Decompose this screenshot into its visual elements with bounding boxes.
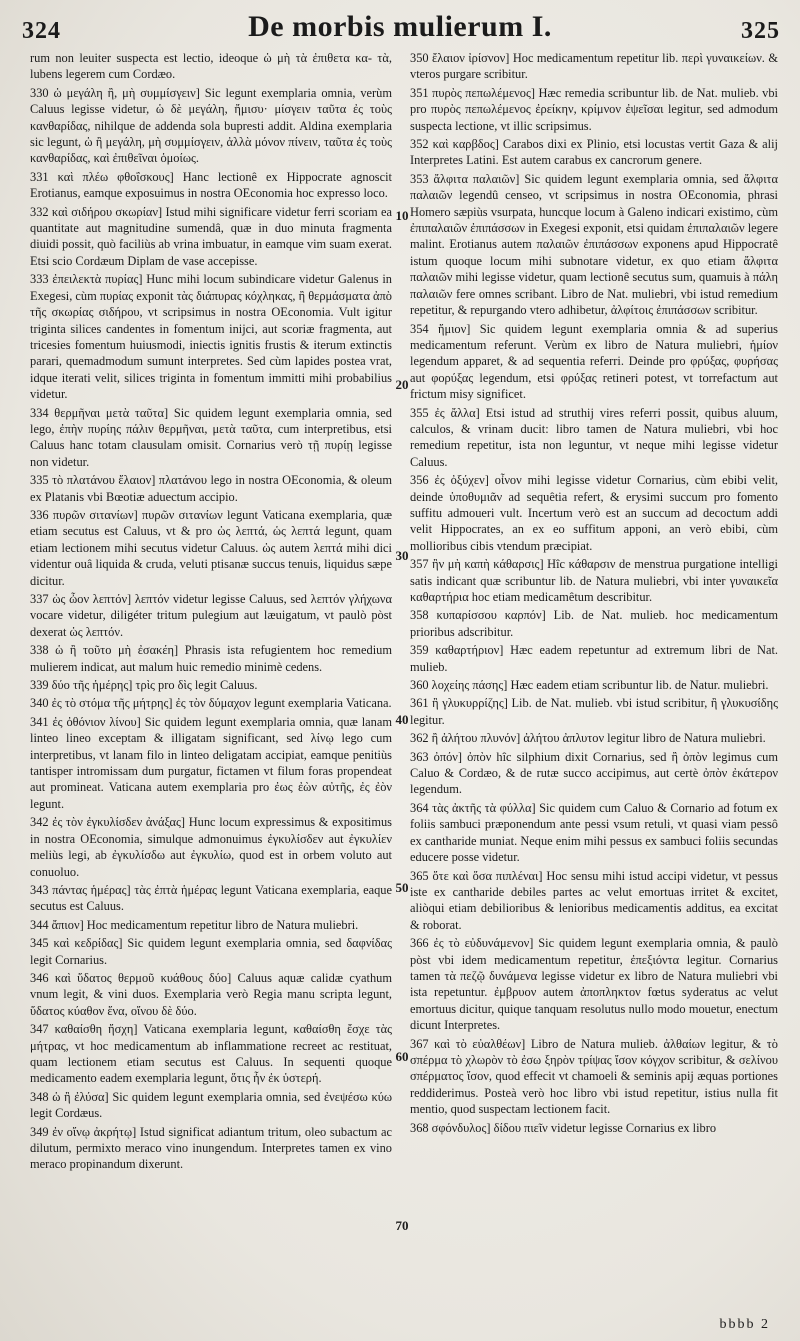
annotation-note bbox=[410, 405, 778, 471]
annotation-text: 335 τὸ πλατάνου ἔλαιον] πλατάνου lego in nostra OEconomia, & oleum ex Platanis vbi Bœotiæ aduectum accipio. bbox=[30, 473, 392, 504]
annotation-text: 367 καὶ τὸ εὐαλθέων] Libro de Natura mulieb. ἀλθαίων legitur, & τὸ σπέρμα τὸ χλωρὸν τὸ ἐσω ξηρὸν τρίψας ἴσον κόγχον scribitur, & σελίνου σπέρματος ἴσον, quod effecit vt chamoeli & seminis apij æquas portiones reddiderimus. Posteà verò hoc libro vbi istud repetitur, istius nulla fit mentio, quod suspectam lectionem facit. bbox=[410, 1036, 778, 1117]
margin-line-number: 20 bbox=[395, 377, 409, 392]
annotation-note bbox=[30, 405, 392, 471]
annotation-text: 347 καθαίσθη ἤσχη] Vaticana exemplaria legunt, καθαίσθη ἔσχε τὰς μήτρας, vt hoc medicamentum ab inflammatione recreet ac restituat, quam lectionem etiam secutus est Caluus. In sequenti quoque medicamento eadem exemplaria legunt, ὅτις ἦν ἐκ ὑστερή. bbox=[30, 1022, 392, 1086]
annotation-text: 332 καὶ σιδήρου σκωρίαν] Istud mihi significare videtur ferri scoriam ea quantitate aut magnitudine sumendâ, quæ in duo minuta fragmenta diuidi possit, quò faciliùs ab vrina imbuatur, in eamque vim suam exerat. Etsi scio Cordæum Diplam de vase accepisse. bbox=[30, 204, 392, 268]
annotation-note bbox=[410, 171, 778, 319]
annotation-text: 331 καὶ πλέω φθοΐσκους] Hanc lectionê ex Hippocrate agnoscit Erotianus, eamque exposuimus in nostra OEconomia hoc expresso loco. bbox=[30, 169, 392, 201]
annotation-text: 339 δύο τῆς ἡμέρης] τρὶς pro δὶς legit Caluus. bbox=[30, 678, 258, 693]
left-column bbox=[30, 50, 392, 1320]
margin-line-number: 50 bbox=[395, 880, 409, 895]
annotation-note bbox=[30, 935, 392, 968]
signature-mark: bbbb 2 bbox=[719, 1317, 770, 1332]
annotation-text: 360 λοχείης πάσης] Hæc eadem etiam scribuntur lib. de Natur. muliebri. bbox=[410, 678, 769, 693]
annotation-note bbox=[30, 591, 392, 640]
annotation-text: 368 σφόνδυλος] δίδου πιεῖν videtur legisse Cornarius ex libro bbox=[410, 1120, 717, 1135]
annotation-note bbox=[30, 642, 392, 675]
annotation-text: 356 ἐς ὀξύχεν] οἶνον mihi legisse videtur Cornarius, cùm ebibi velit, deinde ὑποθυμιᾶν ad sequêtia refert, & erysimi succum pro fomento suffitu admoueri vult. Incertum verò est an succum ad decoctum addi velit Hippocrates, an ex eo suffitum apponi, an verò ebibi, cùm mollioribus cibis vtendum præcipiat. bbox=[410, 473, 778, 553]
annotation-note bbox=[410, 85, 778, 134]
annotation-text: 342 ἐς τὸν ἐγκυλίσδεν ἀνάξας] Hunc locum expressimus & expositimus in nostra OEconomia, simulque admonuimus ἐγκυλίσδεν aut ἐγκυλίεν meliùs legi, ab ἐγκυλίσδω aut ἐγκυλίω, quod est in orbem voluto aut conuoluo. bbox=[30, 815, 392, 879]
annotation-text: 355 ἐς ἄλλα] Etsi istud ad struthij vires referri possit, quibus aluum, calculos, & vrinam ducit: libro tamen de Natura muliebri, vbi hoc remedium repetitur, ista non leguntur, vt neque mihi legisse videtur Caluus. bbox=[410, 405, 778, 469]
margin-line-number: 30 bbox=[395, 548, 409, 563]
annotation-note bbox=[410, 1036, 778, 1118]
margin-line-number: 70 bbox=[395, 1218, 409, 1233]
annotation-note bbox=[30, 50, 392, 83]
annotation-note bbox=[30, 814, 392, 880]
annotation-note bbox=[410, 695, 778, 728]
annotation-text: 345 καὶ κεδρίδας] Sic quidem legunt exemplaria omnia, sed δαφνίδας legit Cornarius. bbox=[30, 936, 392, 967]
annotation-note bbox=[410, 556, 778, 605]
annotation-text: 353 ἄλφιτα παλαιῶν] Sic quidem legunt exemplaria omnia, sed ἄλφιτα παλαιῶν legendû censeo, vt scripsimus in nostra OEconomia, phrasi Homero sæpiùs vsurpata, huncque locum à Galeno indicari existimo, cùm ἐπιπαλαιῶν ἐπιπάσσων in Exegesi exponit, etsi quidam ἐπιπαλαιῶν legere malint. Erotianus autem παλαιῶν ἐπιπάσσων exponens apud Hippocratê istum quoque locum mihi subnotare videtur, ex quo etiam ἄλφιτα παλαιῶν mihi legisse videtur, quam lectionê secutus sum, quamuis à πάλη παλαιῶν fere omnes scribant. Libro de Nat. muliebri, vbi istud remedium repetitur, & repurgando vtero adhibetur, ἀλφίτοις ἐπιπάσσων scribitur. bbox=[410, 171, 778, 318]
annotation-text: 336 πυρῶν σιτανίων] πυρῶν σιτανίων legunt Vaticana exemplaria, quæ etiam secutus est Caluus, vt & pro ὡς λεπτά, ὡς λεπτά legunt, quam etiam lectionem mihi secutus videtur Caluus. ὡς autem λεπτά mihi dici videntur ouâ liquida & cruda, veluti ptisanæ succus tenuis, liquidus sæpe dicitur. bbox=[30, 507, 392, 588]
page-number-right: 325 bbox=[741, 18, 780, 44]
annotation-text: 351 πυρὸς πεπωλέμενος] Hæc remedia scribuntur lib. de Nat. mulieb. vbi pro πυρὸς πεπωλέμενος ἐρείκην, κρίμνον ἐψεῖσαι legitur, sed admodum suspecta lectione, vt illic scripsimus. bbox=[410, 85, 778, 133]
annotation-note bbox=[30, 917, 392, 933]
annotation-note bbox=[30, 714, 392, 812]
annotation-text: 352 καὶ καρβδος] Carabos dixi ex Plinio, etsi locustas vertit Gaza & alij Interpretes Latini. Est autem carabus ex cancrorum genere. bbox=[410, 137, 778, 168]
annotation-text: 357 ἢν μὴ καπὴ κάθαρσις] Hîc κάθαρσιν de menstrua purgatione intelligi satis indicant quæ scribuntur lib. de Natura muliebri, vbi inter γυναικεῖα καθαρτήρια hoc etiam medicamêtum describitur. bbox=[410, 557, 778, 604]
annotation-text: 341 ἐς ὀθόνιον λίνου] Sic quidem legunt exemplaria omnia, quæ lanam linteo lineo exceptam & illigatam significant, sed λίνῳ lego cum interpretibus, vt lanam filo in linteo deligatam accipiat, eamque penitiùs tantisper intromissam dum purgatur, fictamen vt filum foras propendeat aut promineat. Vaticana autem exemplaria pro ἐως ἐὼν αὐτῆς, ἐς ἐὸν legunt. bbox=[30, 714, 392, 811]
annotation-text: 363 ὀπόν] ὀπὸν hîc silphium dixit Cornarius, sed ἢ ὀπὸν legimus cum Caluo & Cordæo, & de rutæ succo accipimus, aut certè ὀπὸν ἐκάτερον legendum. bbox=[410, 749, 778, 797]
annotation-text: 354 ἥμιον] Sic quidem legunt exemplaria omnia & ad superius medicamentum referunt. Verùm ex libro de Natura muliebri, ἡμίον legendum apparet, & ad sequentia referri. Deinde pro φρύξας, φυρήσας aut φορύξας legendum, etsi φρύξας retineri potest, vt torrefactum aut frictum misy significet. bbox=[410, 321, 778, 402]
annotation-text: 349 ἐν οἴνῳ ἀκρήτῳ] Istud significat adiantum tritum, oleo subactum ac dilutum, permixto meraco vino inungendum. Interpretes tamen ex vino meraco propinandum dixerunt. bbox=[30, 1124, 392, 1172]
margin-line-number: 40 bbox=[395, 712, 409, 727]
annotation-text: 358 κυπαρίσσου καρπόν] Lib. de Nat. mulieb. hoc medicamentum prioribus adscribitur. bbox=[410, 608, 778, 639]
annotation-text: 350 ἔλαιον ἰρίσνον] Hoc medicamentum repetitur lib. περὶ γυναικείων. & vteros purgare scribitur. bbox=[410, 51, 778, 82]
annotation-note bbox=[30, 677, 392, 693]
annotation-text: 359 καθαρτήριον] Hæc eadem repetuntur ad extremum libri de Nat. mulieb. bbox=[410, 643, 778, 674]
annotation-text: 338 ὡ ἢ τοῦτο μὴ ἐσακέη] Phrasis ista refugientem hoc remedium mulierem indicat, aut malum huic remedio minimè cedens. bbox=[30, 643, 392, 674]
margin-line-number: 10 bbox=[395, 208, 409, 223]
annotation-note bbox=[30, 695, 392, 711]
annotation-note bbox=[410, 935, 778, 1033]
right-column bbox=[410, 50, 778, 1320]
annotation-note bbox=[30, 271, 392, 402]
annotation-note bbox=[30, 1124, 392, 1173]
annotation-note bbox=[410, 136, 778, 169]
annotation-text: 343 πάντας ἡμέρας] τὰς ἐπτὰ ἡμέρας legunt Vaticana exemplaria, eaque secutus est Caluus. bbox=[30, 882, 392, 914]
annotation-text: 361 ἢ γλυκυρρίζης] Lib. de Nat. mulieb. vbi istud scribitur, ἢ γλυκυσίδης legitur. bbox=[410, 696, 778, 727]
annotation-text: 344 ἄπιον] Hoc medicamentum repetitur libro de Natura muliebri. bbox=[30, 917, 359, 932]
annotation-text: 362 ἢ ἀλήτου πλυνόν] ἀλήτου ἀπλυτον legitur libro de Natura muliebri. bbox=[410, 731, 766, 746]
annotation-note bbox=[410, 730, 778, 746]
annotation-text: 334 θερμῆναι μετὰ ταῦτα] Sic quidem legunt exemplaria omnia, sed lego, ἐπὴν πυρίης πάλιν θερμῆναι, μετὰ ταῦτα, cum interpretibus, etsi Caluus hanc totam clausulam omisit. Cornarius verò τῇ πυρίῃ legisse non videtur. bbox=[30, 405, 392, 469]
annotation-text: 346 καὶ ὕδατος θερμοῦ κυάθους δύο] Caluus aquæ calidæ cyathum vnum legit, & vini duos. Exemplaria verò Regia manu scripta legunt, ὕδατος κύαθον ἕνα, οἴνου δὲ δύο. bbox=[30, 970, 392, 1018]
annotation-note bbox=[30, 472, 392, 505]
annotation-text: 365 ὅτε καὶ ὅσα πιπλέναι] Hoc sensu mihi istud accipi videtur, vt pessus iste ex cantharide debiles partes ac velut emortuas irritet & excitet, aliòqui etiam debilioribus & lenioribus medicamentis additus, ea excitat & roborat. bbox=[410, 868, 778, 932]
annotation-note bbox=[410, 800, 778, 866]
annotation-text: 348 ὡ ἢ ἐλύσα] Sic quidem legunt exemplaria omnia, sed ἐνεψέσω κύω legit Cordæus. bbox=[30, 1089, 392, 1121]
annotation-note bbox=[410, 749, 778, 798]
annotation-note bbox=[30, 85, 392, 167]
annotation-note bbox=[30, 169, 392, 202]
annotation-note bbox=[30, 882, 392, 915]
annotation-note bbox=[410, 321, 778, 403]
margin-line-number: 60 bbox=[395, 1049, 409, 1064]
annotation-note bbox=[30, 204, 392, 270]
annotation-text: 330 ὡ μεγάλη ἢ, μὴ συμμίσγειν] Sic legunt exemplaria omnia, verùm Caluus legisse videtur, ὡ δὲ μεγάλη, ἤμισυ· μίσγειν ταῦτα ἐς τοὺς κανθαρίδας, nihilque de addenda sola bupresti addit. Aldina exemplaria sic legunt, ὡ ἢ μεγάλη, μὴ συμμίσγειν, ἀλλὰ μόνον πίνειν, ταῦτα ἐς τοὺς κανθαρίδας, καὶ ἐπιθεῖναι ὁμοίως. bbox=[30, 85, 392, 166]
annotation-note bbox=[410, 472, 778, 554]
annotation-note bbox=[410, 1120, 778, 1136]
line-number-margin bbox=[392, 0, 410, 1341]
annotation-note bbox=[30, 1089, 392, 1122]
annotation-note bbox=[410, 50, 778, 83]
annotation-text: rum non leuiter suspecta est lectio, ideoque ὡ μὴ τὰ ἐπιθετα κα- τὰ, lubens legerem cum Cordæo. bbox=[30, 51, 392, 82]
page-number-left: 324 bbox=[22, 18, 61, 44]
annotation-note bbox=[410, 607, 778, 640]
annotation-note bbox=[30, 970, 392, 1019]
running-title: De morbis mulierum I. bbox=[248, 10, 552, 43]
annotation-note bbox=[410, 642, 778, 675]
annotation-text: 340 ἐς τὸ στόμα τῆς μήτρης] ἐς τὸν δύμαχον legunt exemplaria Vaticana. bbox=[30, 696, 392, 711]
annotation-note bbox=[30, 1021, 392, 1087]
annotation-note bbox=[30, 507, 392, 589]
annotation-text: 337 ὡς ὦον λεπτόν] λεπτόν videtur legisse Caluus, sed λεπτόν γλήχωνα vocare videtur, diligéter tritum pulegium aut læuigatum, vt paulò pòst dexerat ὡς λεπτόν. bbox=[30, 592, 392, 639]
annotation-text: 366 ἐς τὸ εὐδυνάμενον] Sic quidem legunt exemplaria omnia, & paulò pòst vbi idem medicamentum repetitur, ἐπεξιόντα legitur. Cornarius tamen τὰ πεζῷ δυνάμενα legisse videtur ex libro de Natura muliebri vbi ista repetuntur. ἐμβρυον autem ἀποπληκτον fœtus syderatus ac velut emortuus dicitur, quique tanquam resolutus nullo modo mouetur, enectum dicunt Interpretes. bbox=[410, 936, 778, 1033]
annotation-note bbox=[410, 677, 778, 693]
annotation-text: 364 τὰς ἀκτῆς τὰ φύλλα] Sic quidem cum Caluo & Cornario ad fotum ex foliis sambuci præponendum ante pessi vsum retuli, vt quasi viam pessô ex cantharide muniat. Neque enim mihi pessus ex sambuci foliis secundas educere posse videtur. bbox=[410, 800, 778, 865]
annotation-note bbox=[410, 868, 778, 934]
annotation-text: 333 ἐπειλεκτὰ πυρίας] Hunc mihi locum subindicare videtur Galenus in Exegesi, cùm πυρίας exponit τὰς διάπυρας κόχληκας, ἢ θερμάσματα ἀπὸ τῆς σκωρίας σιδήρου, vt scripsimus in nostra OEconomia. Vult igitur triginta silices candentes in fomentum inijci, aut scoriæ fragmenta, aut tricesies fomentum huiusmodi, iniectis ignitis frustis & iterum extinctis parari, quemadmodum sumunt interpretes. Sed cùm lapides postea vrat, idque iterati velit, silices triginta in fomentum immitti mihi probabilius videtur. bbox=[30, 272, 392, 402]
